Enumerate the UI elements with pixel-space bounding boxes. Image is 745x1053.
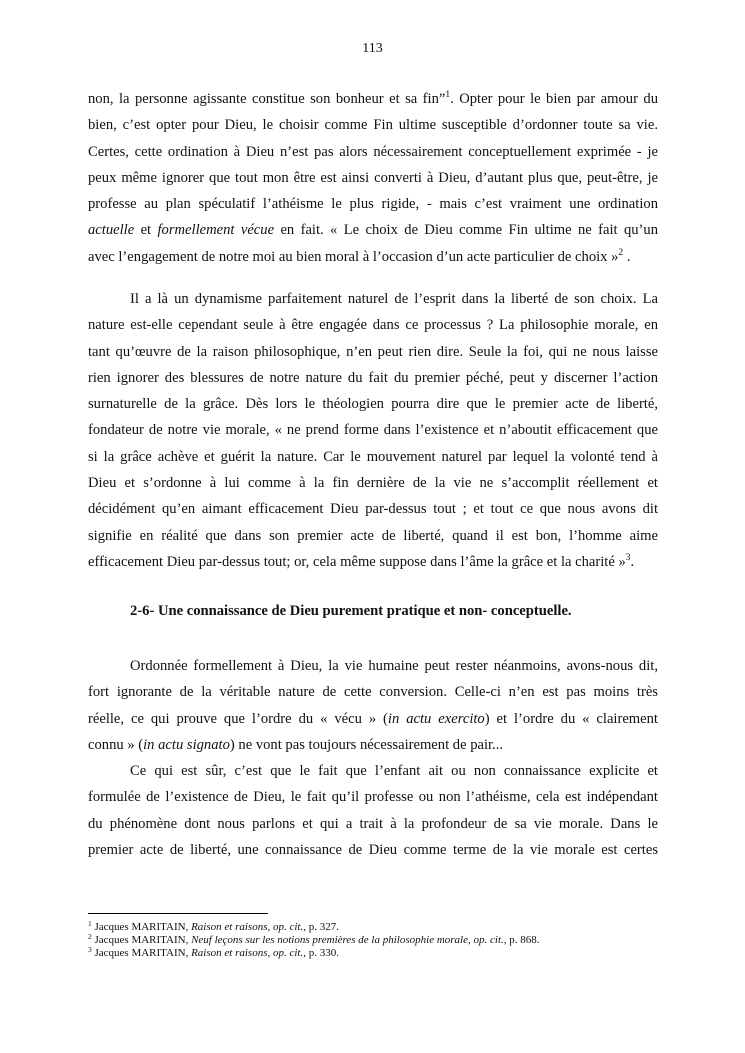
text-run: Jacques MARITAIN, <box>91 934 192 946</box>
text-line <box>88 549 658 575</box>
paragraph-3 <box>88 653 658 758</box>
text-line <box>88 444 658 470</box>
footnote-ref: 2 <box>88 932 92 941</box>
text-line <box>88 470 658 496</box>
text-line <box>88 244 658 270</box>
text-line <box>88 811 658 837</box>
text-line <box>88 286 658 312</box>
text-run: non, la personne agissante constitue son bonheur et sa fin” <box>88 91 446 107</box>
text-line <box>88 653 658 679</box>
text-line <box>88 217 658 243</box>
text-run: fort ignorante de la véritable nature de cette conversion. Celle-ci n’en est pas moins très <box>88 684 658 701</box>
text-run: Ce qui est sûr, c’est que le fait que l’enfant ait ou non connaissance explicite et <box>130 763 658 779</box>
text-run: Jacques MARITAIN, <box>91 947 192 959</box>
page-number: 113 <box>362 41 383 56</box>
text-line <box>88 732 658 758</box>
text-line <box>88 706 658 732</box>
footnote <box>88 921 540 934</box>
text-run: , <box>267 947 273 959</box>
text-run: ) ne vont pas toujours nécessairement de pair... <box>229 736 504 753</box>
text-run: Raison et raisons <box>191 921 268 933</box>
text-run: surnaturelle de la grâce. Dès lors le théologien pourra dire que le premier acte de liberté, <box>88 396 658 413</box>
text-line <box>88 365 658 391</box>
text-run: et <box>134 222 158 239</box>
text-line <box>88 191 658 217</box>
text-line <box>88 139 658 165</box>
text-run: professe au plan spéculatif l’athéisme le plus rigide, - mais c’est vraiment une ordination <box>88 196 658 213</box>
footnote <box>88 947 540 960</box>
text-run: op. cit. <box>272 947 304 959</box>
text-line <box>88 679 658 705</box>
text-run: , p. 868. <box>503 934 540 946</box>
text-run: connu » ( <box>88 736 144 753</box>
text-line <box>88 391 658 417</box>
text-run: ) et l’ordre du « clairement <box>484 710 658 727</box>
text-run: in actu signato <box>143 736 230 753</box>
text-run: , p. 327. <box>303 921 339 933</box>
footnote <box>88 934 540 947</box>
text-line <box>88 165 658 191</box>
text-run: Certes, cette ordination à Dieu n’est pas alors nécessairement conceptuellement exprimée - je <box>88 143 658 160</box>
text-line <box>88 86 658 112</box>
text-run: . Opter pour le bien par amour du <box>450 91 658 107</box>
text-run: rien ignorer des blessures de notre nature du fait du premier péché, peut y discerner l’action <box>88 369 658 386</box>
text-run: Il a là un dynamisme parfaitement naturel de l’esprit dans la liberté de son choix. La <box>130 291 658 307</box>
text-line <box>88 523 658 549</box>
footnote-ref: 1 <box>88 919 92 928</box>
text-run: Jacques MARITAIN, <box>91 921 192 933</box>
text-run: signifie en réalité que dans son premier acte de liberté, quand il est bon, l’homme aime <box>88 527 658 544</box>
text-run: premier acte de liberté, une connaissance de Dieu comme terme de la vie morale est certes <box>88 841 658 858</box>
text-line <box>88 339 658 365</box>
text-run: formulée de l’existence de Dieu, le fait qu’il professe ou non l’athéisme, cela est indépendant <box>88 789 658 806</box>
text-run: op. cit. <box>272 921 304 933</box>
section-heading: 2-6- Une connaissance de Dieu purement pratique et non- conceptuelle. <box>130 603 572 619</box>
footnote-ref: 3 <box>625 552 631 563</box>
text-run: Raison et raisons <box>191 947 268 959</box>
footnote-separator <box>88 913 268 914</box>
paragraph-1 <box>88 86 658 270</box>
text-run: op. cit. <box>473 934 504 946</box>
text-run: actuelle <box>88 222 135 239</box>
paragraph-4 <box>88 758 658 863</box>
text-run: bien, c’est opter pour Dieu, le choisir comme Fin ultime susceptible d’ordonner toute sa vie. <box>88 117 658 134</box>
footnote-ref: 2 <box>618 247 624 258</box>
text-run: en fait. « Le choix de Dieu comme Fin ultime ne fait qu’un <box>274 222 658 239</box>
text-run: efficacement Dieu par-dessus tout; or, cela même suppose dans l’âme la grâce et la charité » <box>88 553 626 570</box>
text-run: fondateur de notre vie morale, « ne prend forme dans l’existence et n’aboutit efficacement que <box>88 422 658 439</box>
text-line <box>88 758 658 784</box>
text-run: du phénomène dont nous parlons et qui a trait à la profondeur de sa vie morale. Dans le <box>88 815 658 832</box>
text-run: . <box>623 248 631 265</box>
text-line <box>88 312 658 338</box>
footnote-ref: 3 <box>88 945 92 954</box>
text-run: tant qu’œuvre de la raison philosophique, n’en peut rien dire. Seule la foi, qui ne nous laisse <box>88 343 658 360</box>
text-run: décidément qu’en aimant efficacement Dieu par-dessus tout ; et tout ce que nous avons dit <box>88 501 658 518</box>
text-run: Dieu et s’ordonne à lui comme à la fin dernière de la vie ne s’accomplit réellement et <box>88 475 658 492</box>
text-line <box>88 837 658 863</box>
text-run: , <box>267 921 273 933</box>
text-run: nature est-elle cependant seule à être engagée dans ce processus ? La philosophie morale, en <box>88 317 658 334</box>
text-run: avec l’engagement de notre moi au bien moral à l’occasion d’un acte particulier de choix » <box>88 248 619 265</box>
text-run: formellement vécue <box>157 222 275 239</box>
text-line <box>88 112 658 138</box>
text-run: si la grâce achève et guérit la nature. Car le mouvement naturel par lequel la volonté tend à <box>88 448 658 465</box>
text-line <box>88 784 658 810</box>
footnote-ref: 1 <box>445 90 451 100</box>
text-run: Neuf leçons sur les notions premières de la philosophie morale <box>191 934 468 946</box>
text-run: Ordonnée formellement à Dieu, la vie humaine peut rester néanmoins, avons-nous dit, <box>130 658 658 674</box>
text-run: peux même ignorer que tout mon être est ainsi converti à Dieu, d’autant plus que, peut-être, je <box>88 169 658 186</box>
text-run: , p. 330. <box>303 947 339 959</box>
text-run: réelle, ce qui prouve que l’ordre du « vécu » ( <box>88 710 388 727</box>
text-run: , <box>468 934 474 946</box>
paragraph-2 <box>88 286 658 575</box>
text-line <box>88 496 658 522</box>
text-run: . <box>630 553 635 570</box>
text-run: in actu exercito <box>387 710 485 727</box>
footnotes <box>88 921 540 960</box>
text-line <box>88 417 658 443</box>
